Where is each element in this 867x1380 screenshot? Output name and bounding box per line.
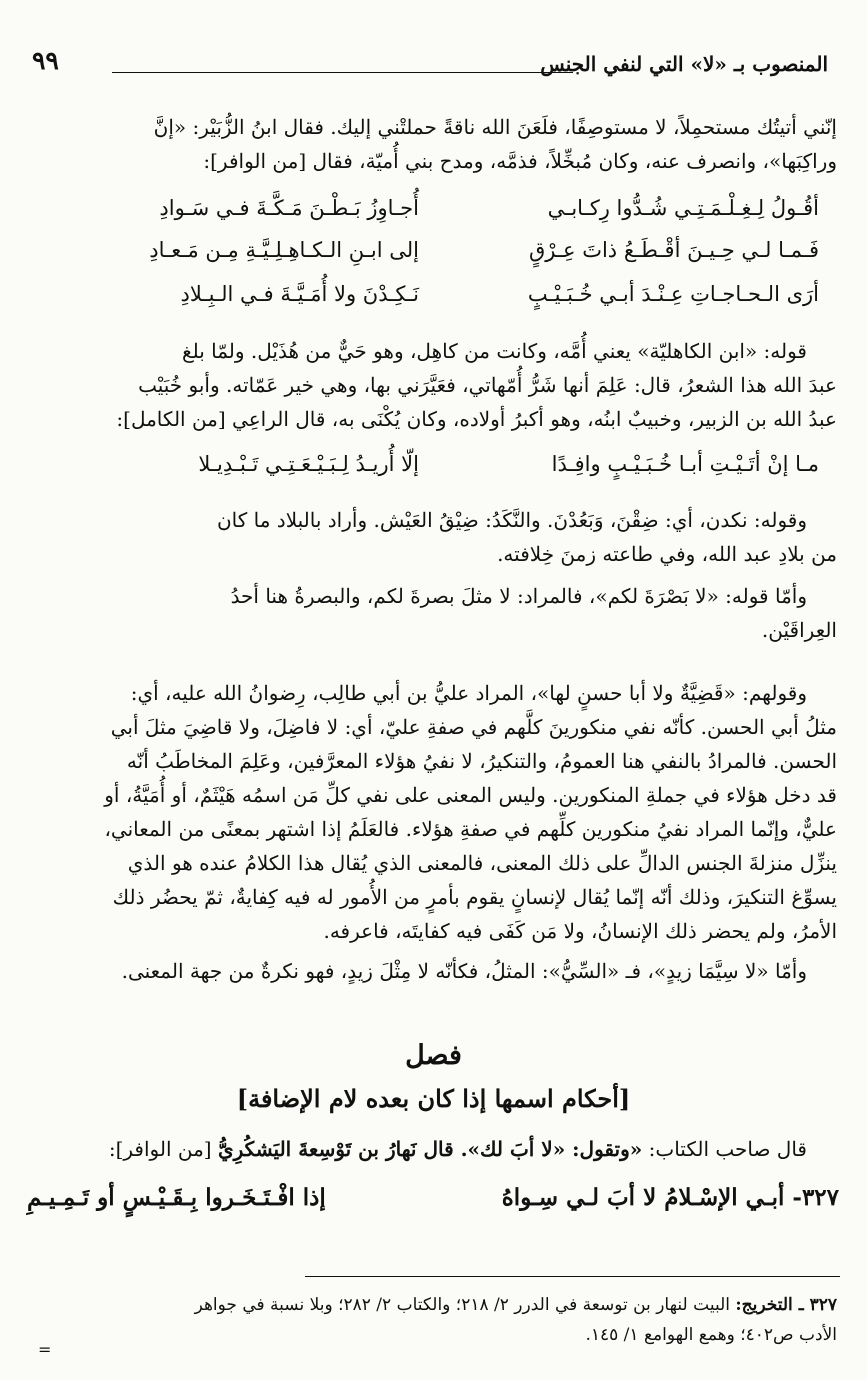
verse-second-hemistich: أُجـاوِزُ بَـطْـنَ مَـكَّـةَ فـي سَـوادِ [159, 196, 419, 220]
text-line: ينزِّل منزلةَ الجنس الدالِّ على ذلك المعنى، فالمعنى الذي يُقال هذا الكلامُ عنده هو الذي [127, 851, 837, 875]
verse-row [59, 452, 819, 488]
text-line: الحسن. فالمرادُ بالنفي هنا العمومُ، والتنكيرُ، لا نفيُ هؤلاء المعرَّفين، وعَلِمَ المخاطَبُ أنّه [126, 749, 837, 773]
paragraph-1 [27, 110, 837, 178]
text-line: وقولهم: «قَضِيَّةٌ ولا أبا حسنٍ لها»، المراد عليُّ بن أبي طالِب، رِضوانُ الله عليه، أي: [130, 681, 807, 705]
verse-first-hemistich: ٣٢٧- أبـي الإسْـلامُ لا أبَ لـي سِـواهُ [501, 1184, 839, 1211]
text-line: مثلُ أبي الحسن. كأنّه نفي منكورينَ كلَّهم في صفةِ عليّ، أي: لا فاضِلَ، ولا قاضِيَ مثلَ أبي [110, 715, 837, 739]
margin-mark: = [38, 1340, 52, 1359]
page-header [20, 44, 828, 84]
page-number: ٩٩ [32, 46, 59, 75]
text-line: العِراقَيْن. [761, 618, 837, 642]
footnote [27, 1290, 837, 1350]
numbered-verse [27, 1184, 839, 1228]
text-line: وأمّا «لا سِيَّمَا زيدٍ»، فـ «السِّيُّ»: المثلُ، فكأنّه لا مِثْلَ زيدٍ، فهو نكرةٌ من جهة المعنى. [121, 959, 807, 983]
paragraph-2 [27, 334, 837, 436]
verse-first-hemistich: فَـمـا لـي حِـيـنَ أقْـطَـعُ ذاتَ عِـرْقٍ [528, 238, 819, 262]
verse-second-hemistich: إلى ابـنِ الـكـاهِـلِـيَّـةِ مِـن مَـعـادِ [149, 238, 419, 262]
text-line: قد دخل هؤلاء في جملةِ المنكورين. وليس المعنى على نفي كلِّ مَن اسمُه هَيْثَمٌ، أو أُمَيَّةُ، أو [104, 783, 837, 807]
paragraph-3 [27, 503, 837, 647]
footnote-line: الأدب ص٤٠٢؛ وهمع الهوامع ١/ ١٤٥. [585, 1325, 837, 1345]
footnote-label: ٣٢٧ ـ التخريج: [735, 1295, 837, 1315]
quote-intro: قال صاحب الكتاب: [642, 1137, 807, 1161]
text-line: وراكِبَها»، وانصرف عنه، وكان مُبخِّلاً، فذمَّه، ومدح بني أُميّة، فقال [من الوافر]: [203, 149, 837, 173]
verse-first-hemistich: مـا إنْ أتَـيْـتِ أبـا خُـبَـيْـبٍ وافِـدًا [551, 452, 819, 476]
footnote-text: البيت لنهار بن توسعة في الدرر ٢/ ٢١٨؛ والكتاب ٢/ ٢٨٢؛ وبلا نسبة في جواهر [194, 1295, 736, 1315]
text-line: وأمّا قوله: «لا بَصْرَةَ لكم»، فالمراد: لا مثلَ بصرةَ لكم، والبصرةُ هنا أحدُ [230, 584, 807, 608]
text-line: وقوله: نكدن، أي: ضِقْنَ، وَبَعُدْنَ. والنَّكَدُ: ضِيْقُ العَيْش. وأراد بالبلاد ما كان [216, 508, 807, 532]
verse-row [59, 238, 819, 274]
running-title: المنصوب بـ «لا» التي لنفي الجنس [540, 52, 828, 76]
text-line: عليٌّ، وإنّما المراد نفيُ منكورين كلِّهم في صفةِ هؤلاء. فالعَلَمُ إذا اشتهر بمعنًى من المعاني، [104, 817, 837, 841]
text-line: عبدُ الله بن الزبير، وخبيبٌ ابنُه، وهو أكبرُ أولاده، وكان يُكْنَى به، قال الراعِي [من الكامل]: [116, 407, 837, 431]
section-title: فصل [405, 1040, 462, 1071]
section-subtitle: [أحكام اسمها إذا كان بعده لام الإضافة] [236, 1084, 631, 1113]
verse-second-hemistich: إلّا أُريـدُ لِـبَـيْـعَـتِـي تَـبْـدِيـلا [198, 452, 419, 476]
paragraph-5 [27, 676, 837, 988]
text-line: إنّني أتيتُك مستحمِلاً، لا مستوصِفًا، فلَعَنَ الله ناقةً حملتْني إليك. فقال ابنُ الزُّبَيْر: «إنَّ [153, 115, 837, 139]
verse-row [59, 196, 819, 232]
text-line: عبدَ الله هذا الشعرُ، قال: عَلِمَ أنها شَرُّ أُمّهاتي، فعَيَّرَني بها، وهي خير عَمّاته. وأبو خُبَيْب [138, 373, 837, 397]
header-rule [112, 72, 573, 73]
verse-first-hemistich: أرَى الـحـاجـاتِ عِـنْـدَ أبـي خُـبَـيْـبٍ [527, 282, 819, 306]
verse-second-hemistich: إذا افْـتَـخَـروا بِـقَـيْـسٍ أو تَـمِـيـمِ [27, 1184, 326, 1211]
text-line: من بلادِ عبد الله، وفي طاعته زمنَ خِلافته. [497, 542, 837, 566]
text-line: يسوِّغ التنكيرَ، وذلك أنّه إنّما يُقال لإنسانٍ يقوم بأمرٍ من الأُمور له فيه كِفايةٌ، ثمّ يحضُر ذلك [112, 885, 837, 909]
verse-first-hemistich: أقُـولُ لِـغِـلْـمَـتِـي شُـدُّوا رِكـابـي [547, 196, 819, 220]
verse-row [59, 282, 819, 318]
quote-meter: [من الوافر]: [108, 1137, 218, 1161]
verse-second-hemistich: نَـكِـدْنَ ولا أُمَـيَّـةَ فـي الـبِـلادِ [180, 282, 419, 306]
quote-bold: «وتقول: «لا أبَ لك». قال نَهارُ بن تَوْسِعةَ اليَشكُرِيُّ [217, 1137, 643, 1161]
quote-line [27, 1132, 837, 1166]
text-line: الأمرُ، ولم يحضر ذلك الإنسانُ، ولا مَن كَفَى فيه كفايتَه، فاعرفه. [323, 919, 837, 943]
footnote-rule [305, 1276, 840, 1277]
text-line: قوله: «ابن الكاهليّة» يعني أُمَّه، وكانت من كاهِل، وهو حَيٌّ من هُذَيْل. ولمّا بلغ [181, 339, 807, 363]
